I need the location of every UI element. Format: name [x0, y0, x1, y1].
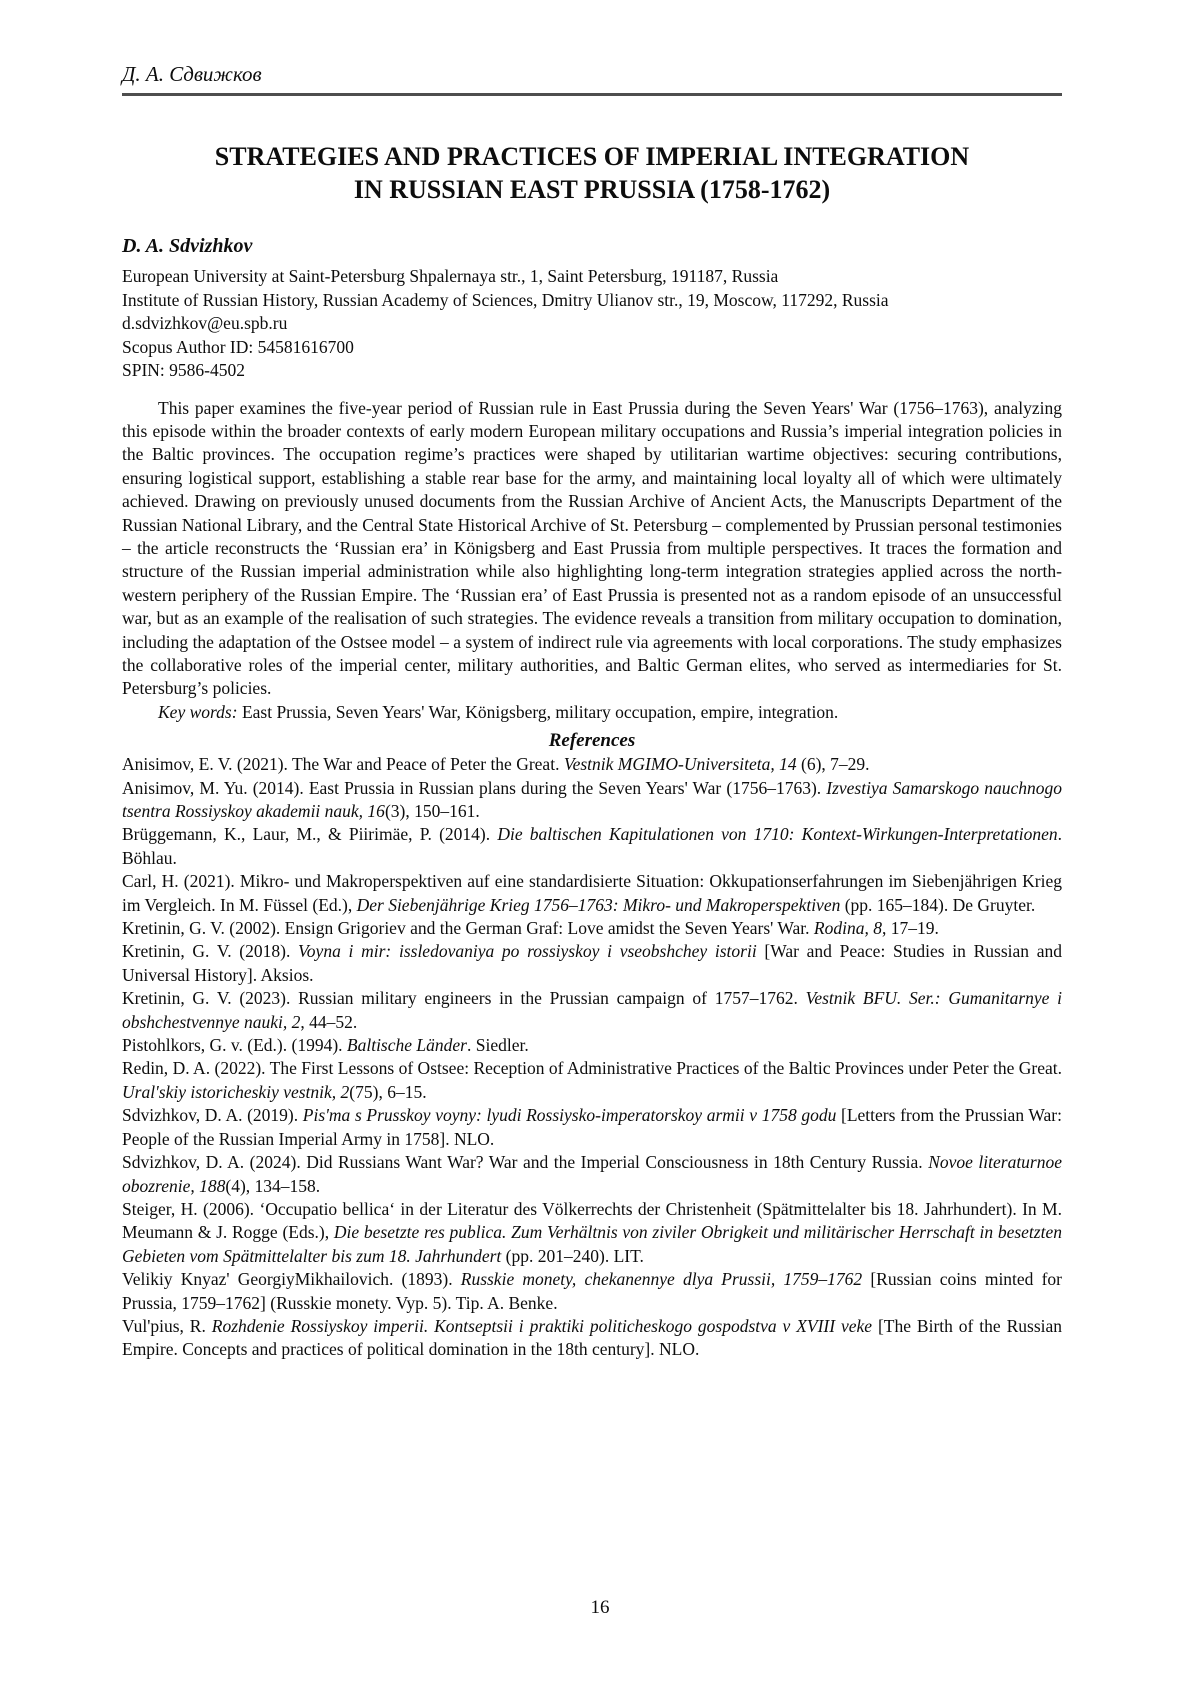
- affiliation-line: Institute of Russian History, Russian Academy of Sciences, Dmitry Ulianov str., 19, Moscow, 117292, Russia: [122, 289, 889, 310]
- author-email: d.sdvizhkov@eu.spb.ru: [122, 313, 288, 333]
- reference-item: Kretinin, G. V. (2018). Voyna i mir: issledovaniya po rossiyskoy i vseobshchey istorii [War and Peace: Studies in Russian and Universal History]. Aksios.: [122, 941, 1062, 985]
- reference-item: Redin, D. A. (2022). The First Lessons of Ostsee: Reception of Administrative Practices of the Baltic Provinces under Peter the Great. Ural'skiy istoricheskiy vestnik, 2(75), 6–15.: [122, 1058, 1062, 1102]
- author-scopus-id: Scopus Author ID: 54581616700: [122, 336, 354, 357]
- running-head: [122, 62, 1062, 96]
- reference-item: Anisimov, M. Yu. (2014). East Prussia in Russian plans during the Seven Years' War (1756–1763). Izvestiya Samarskogo nauchnogo tsentra Rossiyskoy akademii nauk, 16(3), 150–161.: [122, 777, 1062, 821]
- keywords-text: East Prussia, Seven Years' War, Königsberg, military occupation, empire, integration.: [237, 701, 839, 722]
- reference-item: Kretinin, G. V. (2023). Russian military engineers in the Prussian campaign of 1757–1762. Vestnik BFU. Ser.: Gumanitarnye i obshchestvennye nauki, 2, 44–52.: [122, 988, 1063, 1032]
- keywords-label: Key words:: [158, 701, 238, 722]
- references-heading: References: [548, 730, 636, 752]
- reference-item: Steiger, H. (2006). ‘Occupatio bellica‘ in der Literatur des Völkerrechts der Christenheit (Spätmittelalter bis 18. Jahrhundert). In M. Meumann & J. Rogge (Eds.), Die besetzte res publica. Zum Verhältnis von ziviler Obrigkeit und militärischer Herrschaft in besetzten Gebieten vom Spätmittelalter bis zum 18. Jahrhundert (pp. 201–240). LIT.: [122, 1198, 1062, 1266]
- paper-title-line1: STRATEGIES AND PRACTICES OF IMPERIAL INTEGRATION: [214, 142, 970, 171]
- keywords-line: [122, 701, 1062, 724]
- reference-item: Vul'pius, R. Rozhdenie Rossiyskoy imperii. Kontseptsii i praktiki politicheskogo gospodstva v XVIII veke [The Birth of the Russian Empire. Concepts and practices of political domination in the 18th century]. NLO.: [122, 1315, 1063, 1360]
- running-head-author: Д. А. Сдвижков: [122, 62, 262, 86]
- abstract-paragraph: This paper examines the five-year period of Russian rule in East Prussia during the Seven Years' War (1756–1763), analyzing this episode within the broader contexts of early modern European military occupations and Russia’s imperial integration policies in the Baltic provinces. The occupation regime’s practices were shaped by utilitarian wartime objectives: securing contributions, ensuring logistical support, establishing a stable rear base for the army, and maintaining local loyalty all of which were ultimately achieved. Drawing on previously unused documents from the Russian Archive of Ancient Acts, the Manuscripts Department of the Russian National Library, and the Central State Historical Archive of St. Petersburg – complemented by Prussian personal testimonies – the article reconstructs the ‘Russian era’ in Königsberg and East Prussia from multiple perspectives. It traces the formation and structure of the Russian imperial administration while also highlighting long-term integration strategies applied across the north-western periphery of the Russian Empire. The ‘Russian era’ of East Prussia is presented not as a random episode of an unsuccessful war, but as an example of the realisation of such strategies. The evidence reveals a transition from military occupation to domination, including the adaptation of the Ostsee model – a system of indirect rule via agreements with local corporations. The study emphasizes the collaborative roles of the imperial center, military authorities, and Baltic German elites, who served as intermediaries for St. Petersburg’s policies.: [122, 397, 1062, 699]
- reference-item: Carl, H. (2021). Mikro- und Makroperspektiven auf eine standardisierte Situation: Okkupationserfahrungen im Siebenjährigen Krieg im Vergleich. In M. Füssel (Ed.), Der Siebenjährige Krieg 1756–1763: Mikro- und Makroperspektiven (pp. 165–184). De Gruyter.: [122, 871, 1062, 915]
- references-list: [122, 753, 1062, 1362]
- author-name: D. A. Sdvizhkov: [122, 235, 253, 257]
- reference-item: Brüggemann, K., Laur, M., & Piirimäe, P. (2014). Die baltischen Kapitulationen von 1710: Kontext-Wirkungen-Interpretationen. Böhlau.: [122, 824, 1062, 868]
- affiliation-line: European University at Saint-Petersburg Shpalernaya str., 1, Saint Petersburg, 191187, Russia: [122, 266, 779, 286]
- author-info-block: [122, 265, 1062, 383]
- reference-item: Sdvizhkov, D. A. (2019). Pis'ma s Prusskoy voyny: lyudi Rossiysko-imperatorskoy armii v 1758 godu [Letters from the Prussian War: People of the Russian Imperial Army in 1758]. NLO.: [122, 1105, 1062, 1149]
- author-spin: SPIN: 9586-4502: [122, 360, 245, 380]
- reference-item: Pistohlkors, G. v. (Ed.). (1994). Baltische Länder. Siedler.: [122, 1035, 529, 1056]
- reference-item: Anisimov, E. V. (2021). The War and Peace of Peter the Great. Vestnik MGIMO-Universiteta, 14 (6), 7–29.: [122, 754, 870, 775]
- reference-item: Kretinin, G. V. (2002). Ensign Grigoriev and the German Graf: Love amidst the Seven Years' War. Rodina, 8, 17–19.: [122, 918, 939, 939]
- page-content: [122, 62, 1062, 1362]
- reference-item: Sdvizhkov, D. A. (2024). Did Russians Want War? War and the Imperial Consciousness in 18th Century Russia. Novoe literaturnoe obozrenie, 188(4), 134–158.: [122, 1152, 1063, 1196]
- paper-title: [122, 140, 1062, 206]
- page-number: 16: [590, 1597, 610, 1618]
- paper-title-line2: IN RUSSIAN EAST PRUSSIA (1758-1762): [353, 175, 831, 204]
- reference-item: Velikiy Knyaz' GeorgiyMikhailovich. (1893). Russkie monety, chekanennye dlya Prussii, 1759–1762 [Russian coins minted for Prussia, 1759–1762] (Russkie monety. Vyp. 5). Tip. A. Benke.: [122, 1269, 1062, 1313]
